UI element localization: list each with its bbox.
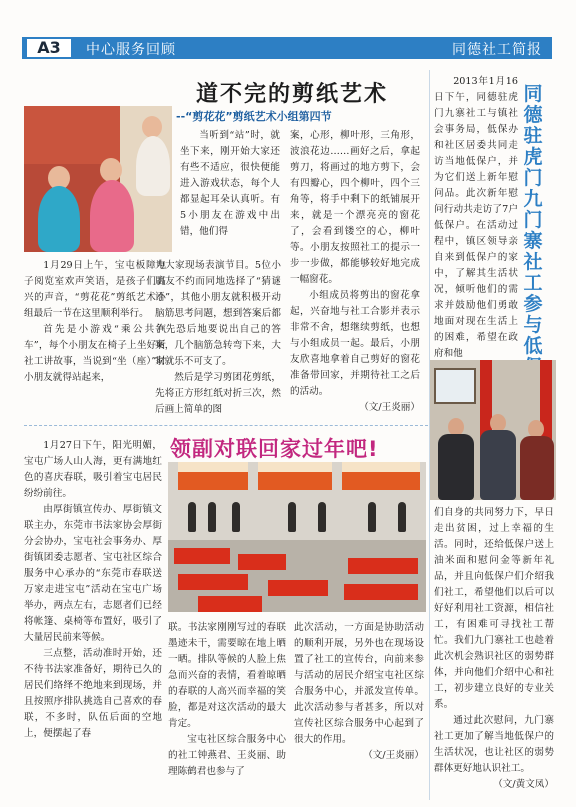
article1-photo xyxy=(24,106,172,252)
section-title: 中心服务回顾 xyxy=(86,42,176,58)
paragraph: 1月27日下午，阳光明媚，宝屯广场人山人海，更有满地红色的喜庆春联，吸引着宝屯居民纷纷前往。 xyxy=(24,440,162,499)
article1-subtitle: --“剪花花”剪纸艺术小组第四节 xyxy=(176,110,332,123)
paragraph: 们自身的共同努力下，早日走出贫困，过上幸福的生活。同时，还给低保户送上油米面和慰问金等新年礼品，并且向低保户们介绍我们社工，希望他们以后可以好好利用社工资源，相信社工，有困难可寻找社工帮忙。我们九门寨社工也趁着此次机会熟识社区的弱势群体，并向他们介绍中心和社工，初步建立良好的专业关系。 xyxy=(434,507,554,710)
article2-photo xyxy=(168,462,426,612)
article2-column-3 xyxy=(294,620,424,764)
article2-column-1 xyxy=(24,438,162,742)
paragraph: 然后是学习剪团花剪纸，先将正方形红纸对折三次，然后画上简单的图 xyxy=(155,372,281,415)
article1-column-2-bottom xyxy=(155,258,281,418)
paragraph: 案，心形，柳叶形，三角形，波浪花边……画好之后，拿起剪刀，将画过的地方剪下，会有四瓣心，四个柳叶，四个三角等，将手中剩下的纸铺展开来，就是一个漂亮亮的窗花了，会看到镂空的心，柳叶等。小朋友按照社工的提示一步一步做，都能够较好地完成一幅窗花。 xyxy=(290,130,420,285)
article2-title: 领副对联回家过年吧! xyxy=(170,437,379,461)
paragraph: 2013年1月16日下午，同德驻虎门九寨社工与镇社会事务局，低保办和社区居委共同走访当地低保户，并为它们送上新年慰问品。此次新年慰问行动共走访了7户低保户。在活动过程中，镇区领导亲自来到低保户的家中，了解其生活状况，倾听他们的需求并鼓励他们勇敢地面对现在生活上的困难，希望在政府和他 xyxy=(434,76,518,359)
article-divider xyxy=(24,425,428,426)
article3-photo xyxy=(430,360,556,500)
paragraph: 当听到“站”时，就坐下来，刚开始大家还有些不适应，很快便能进入游戏状态，每个人都显起耳朵认真听。有5小朋友在游戏中出错，他们得 xyxy=(180,130,280,237)
article3-column-bottom xyxy=(434,505,554,793)
article1-column-3 xyxy=(290,128,420,416)
publication-title: 同德社工简报 xyxy=(452,42,542,58)
paragraph: 为大家现场表演节目。5位小朋友不约而同地选择了“猜谜语”，其他小朋友就积极开动脑筋思考问题，想到答案后都争先恐后地要说出自己的答案，几个脑筋急转弯下来，大家就乐不可支了。 xyxy=(155,260,281,367)
page-number: A3 xyxy=(26,38,72,58)
article1-column-2-top xyxy=(180,128,280,240)
article3-title: 同德驻虎门九门寨社工参与低 xyxy=(523,83,543,357)
article3-column-top xyxy=(434,74,518,362)
article1-title: 道不完的剪纸艺术 xyxy=(196,82,389,107)
article1-column-1 xyxy=(24,258,166,386)
byline: （文/黄文凤） xyxy=(493,779,554,790)
paragraph: 此次活动，一方面是协助活动的顺利开展，另外也在现场设置了社工的宣传台，向前来参与活动的居民介绍宝屯社区综合服务中心，并派发宣传单。此次活动参与者甚多，所以对宣传社区综合服务中心起到了很大的作用。 xyxy=(294,622,424,745)
paragraph: 小组成员将剪出的窗花拿起，兴奋地与社工合影并表示非常不舍，想继续剪纸，也想与小组成员一起。最后，小朋友欣喜地拿着自己剪好的窗花准备带回家，并期待社工之后的活动。 xyxy=(290,290,420,397)
byline: （文/王炎丽） xyxy=(359,402,420,413)
paragraph: 通过此次慰问，九门寨社工更加了解当地低保户的生活状况，也让社区的弱势群体更好地认识社工。 xyxy=(434,715,554,774)
paragraph: 宝屯社区综合服务中心的社工钟燕君、王炎丽、助理陈鹤君也参与了 xyxy=(168,734,286,777)
paragraph: 三点整，活动准时开始，还不待书法家准备好，期待已久的居民们络绎不绝地来到现场，并且按照序排队挑选自己喜欢的春联，不多时，队伍后面的空地上，便摆起了春 xyxy=(24,648,162,739)
paragraph: 由厚街镇宣传办、厚街镇文联主办，东莞市书法家协会厚街分会协办，宝屯社会事务办、厚街镇团委志愿者、宝屯社区综合服务中心承办的“东莞市春联送万家走进宝屯”活动在宝屯广场举办，两点左右，志愿者们已经将帐篷、桌椅等布置好，吸引了大量居民前来等候。 xyxy=(24,504,162,643)
paragraph: 首先是小游戏“乘公共汽车”，每个小朋友在椅子上坐好听社工讲故事，当说到“坐（座）”时小朋友就得站起来， xyxy=(24,324,166,383)
paragraph: 联。书法家刚刚写过的春联墨迹未干，需要晾在地上晒一晒。排队等候的人脸上焦急而兴奋的表情，看着晾晒的春联的人高兴而幸福的笑脸，都是对这次活动的最大肯定。 xyxy=(168,622,286,729)
paragraph: 1月29日上午，宝屯板障电子阅览室欢声笑语，是孩子们高兴的声音，“剪花花”剪纸艺术小组最后一节在这里顺利举行。 xyxy=(24,260,166,319)
article2-column-2 xyxy=(168,620,286,780)
byline: （文/王炎丽） xyxy=(363,750,424,761)
